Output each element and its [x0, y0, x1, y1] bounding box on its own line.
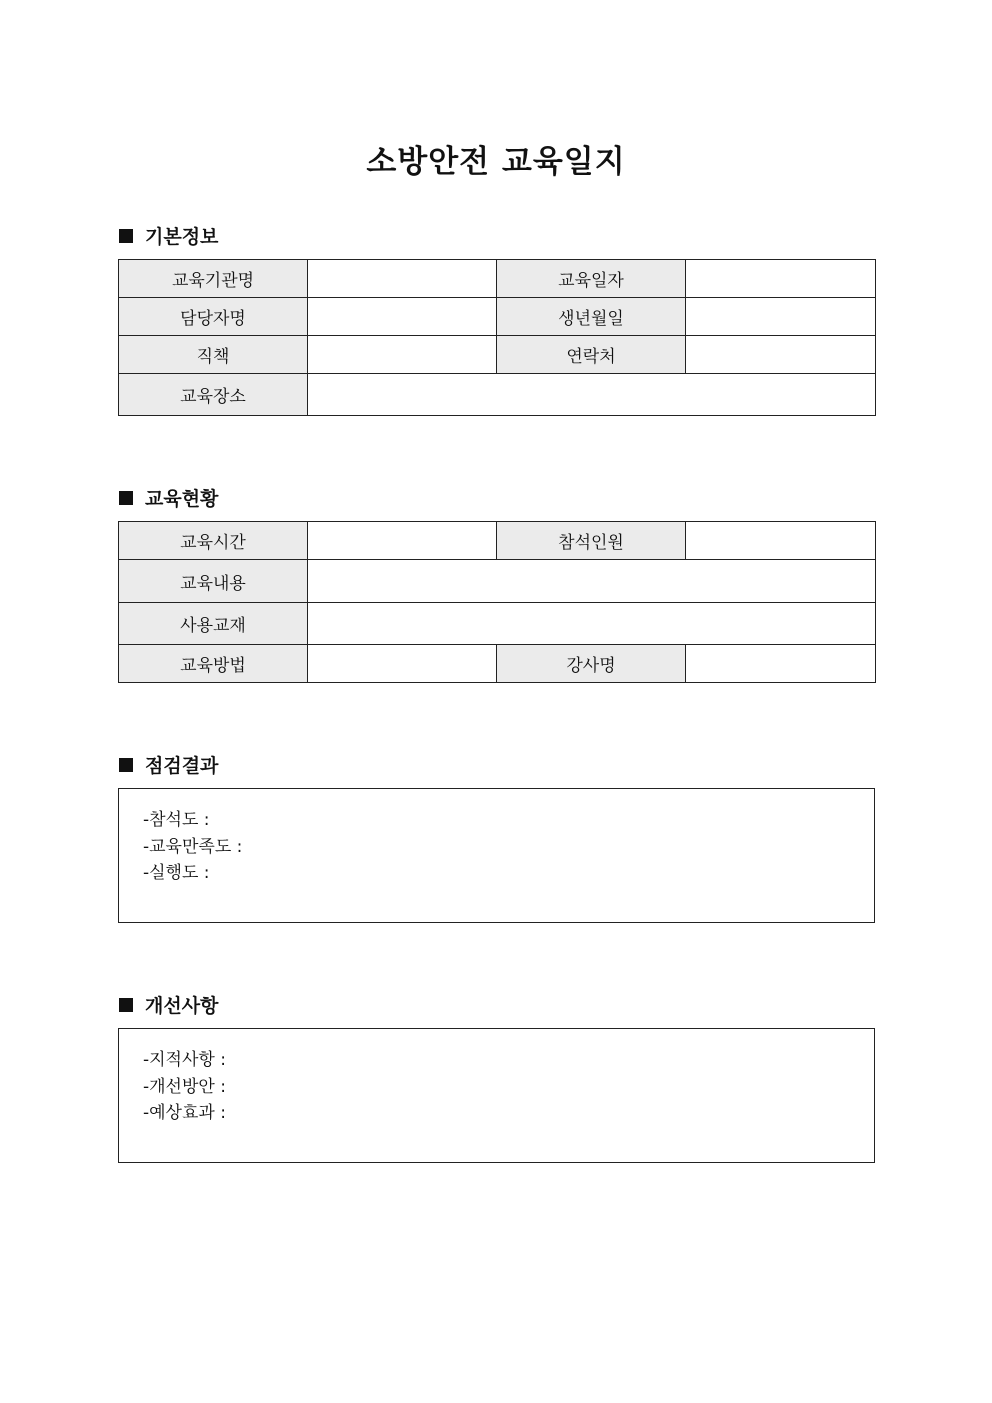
label-content: 교육내용 [119, 560, 308, 603]
improvement-box[interactable] [118, 1028, 875, 1163]
section-heading-label: 기본정보 [145, 226, 219, 248]
field-place[interactable] [308, 374, 876, 416]
section-heading-label: 개선사항 [145, 995, 219, 1017]
field-time[interactable] [308, 522, 497, 560]
page-title: 소방안전 교육일지 [366, 144, 626, 180]
section-heading-status [119, 484, 218, 511]
label-birth: 생년월일 [497, 298, 686, 336]
field-attendees[interactable] [686, 522, 876, 560]
table-row [119, 260, 876, 298]
field-method[interactable] [308, 645, 497, 683]
square-bullet-icon [119, 998, 133, 1012]
table-row [119, 522, 876, 560]
field-material[interactable] [308, 603, 876, 645]
label-place: 교육장소 [119, 374, 308, 416]
label-manager: 담당자명 [119, 298, 308, 336]
education-status-table [118, 521, 876, 683]
inspection-line-practice: -실행도 : [143, 863, 210, 883]
square-bullet-icon [119, 491, 133, 505]
inspection-line-satisfaction: -교육만족도 : [143, 836, 243, 857]
section-heading-improvement [119, 991, 218, 1018]
inspection-line-attendance: -참석도 : [143, 810, 210, 830]
field-edu-date[interactable] [686, 260, 876, 298]
label-edu-date: 교육일자 [497, 260, 686, 298]
section-heading-basic [119, 222, 218, 249]
square-bullet-icon [119, 758, 133, 772]
field-manager[interactable] [308, 298, 497, 336]
section-heading-label: 교육현황 [145, 488, 219, 510]
inspection-result-box[interactable] [118, 788, 875, 923]
label-instructor: 강사명 [497, 645, 686, 683]
label-time: 교육시간 [119, 522, 308, 560]
improvement-line-issues: -지적사항 : [143, 1050, 226, 1070]
field-institution[interactable] [308, 260, 497, 298]
label-contact: 연락처 [497, 336, 686, 374]
improvement-line-plan: -개선방안 : [143, 1076, 226, 1097]
section-heading-inspection [119, 751, 218, 778]
square-bullet-icon [119, 229, 133, 243]
table-row [119, 336, 876, 374]
table-row [119, 298, 876, 336]
improvement-line-effect: -예상효과 : [143, 1103, 226, 1123]
table-row [119, 560, 876, 603]
label-position: 직책 [119, 336, 308, 374]
label-institution: 교육기관명 [119, 260, 308, 298]
table-row [119, 645, 876, 683]
table-row [119, 374, 876, 416]
label-attendees: 참석인원 [497, 522, 686, 560]
field-birth[interactable] [686, 298, 876, 336]
label-material: 사용교재 [119, 603, 308, 645]
field-position[interactable] [308, 336, 497, 374]
field-contact[interactable] [686, 336, 876, 374]
table-row [119, 603, 876, 645]
field-instructor[interactable] [686, 645, 876, 683]
label-method: 교육방법 [119, 645, 308, 683]
basic-info-table [118, 259, 876, 416]
field-content[interactable] [308, 560, 876, 603]
section-heading-label: 점검결과 [145, 755, 219, 777]
